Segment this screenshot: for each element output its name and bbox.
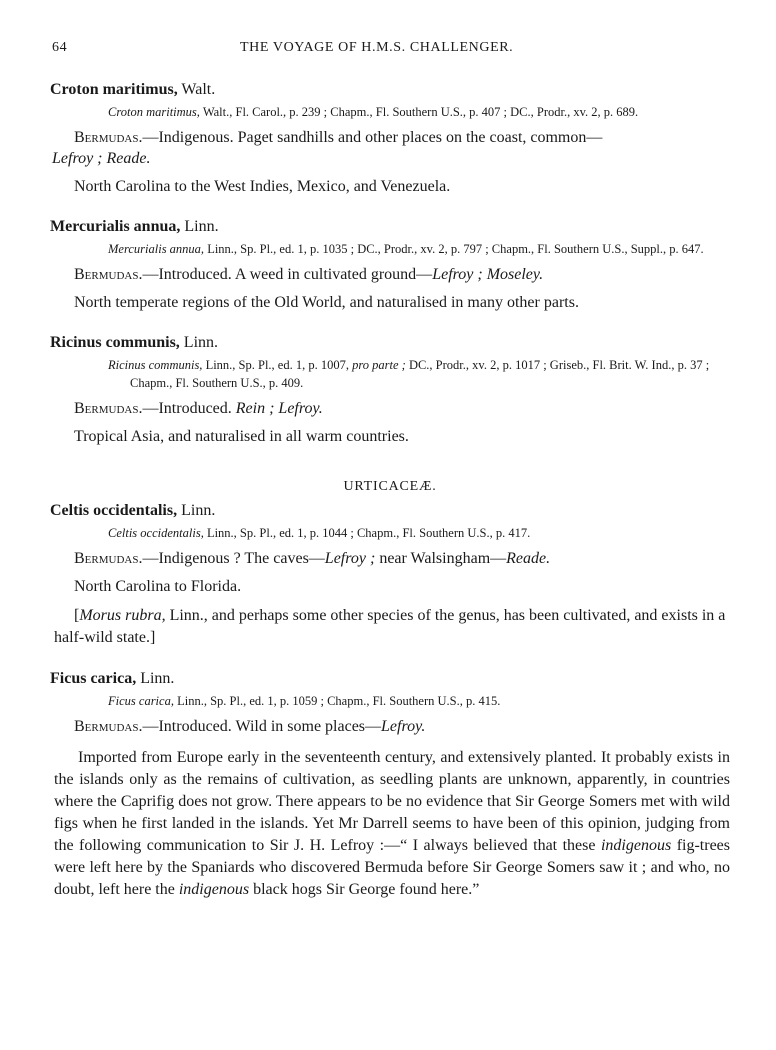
locality-line: Bermudas.—Indigenous. Paget sandhills and other places on the coast, common— Lefroy ; Reade. <box>52 129 603 167</box>
species-references: Ricinus communis, Linn., Sp. Pl., ed. 1, p. 1007, pro parte ; DC., Prodr., xv. 2, p. 1017 ; Griseb., Fl. Brit. W. Ind., p. 37 ; Chapm., Fl. Southern U.S., p. 409. <box>108 358 710 390</box>
ficus-paragraph: Imported from Europe early in the seventeenth century, and extensively planted. It probably exists in the islands only as the remains of cultivation, as seedling plants are unknown, apparently, in countries where the Caprifig does not grow. There appears to be no evidence that Sir George Somers met with wild figs when he first landed in the islands. Yet Mr Darrell seems to have been of this opinion, judging from the following communication to Sir J. H. Lefroy :—“ I always believed that these indigenous fig-trees were left here by the Spaniards who discovered Bermuda before Sir George Somers saw it ; and who, no doubt, left here the indigenous black hogs Sir George found here.” <box>54 749 730 898</box>
species-name: Croton maritimus, Walt. <box>50 81 216 98</box>
species-name: Ricinus communis, Linn. <box>50 334 219 351</box>
species-name: Celtis occidentalis, Linn. <box>50 502 216 519</box>
species-entry-ficus <box>50 669 730 901</box>
locality-line: Bermudas.—Introduced. Rein ; Lefroy. <box>74 400 323 417</box>
species-name: Mercurialis annua, Linn. <box>50 218 219 235</box>
distribution-line: North Carolina to Florida. <box>74 578 242 595</box>
species-references: Croton maritimus, Walt., Fl. Carol., p. 239 ; Chapm., Fl. Southern U.S., p. 407 ; DC., Prodr., xv. 2, p. 689. <box>108 105 639 119</box>
species-references: Celtis occidentalis, Linn., Sp. Pl., ed. 1, p. 1044 ; Chapm., Fl. Southern U.S., p. 417. <box>108 526 531 540</box>
cultivation-note: [Morus rubra, Linn., and perhaps some other species of the genus, has been cultivated, and exists in a half-wild state.] <box>54 607 726 646</box>
species-entry-celtis <box>50 501 730 649</box>
page-number: 64 <box>52 40 68 55</box>
distribution-line: Tropical Asia, and naturalised in all warm countries. <box>74 428 409 445</box>
locality-line: Bermudas.—Indigenous ? The caves—Lefroy ; near Walsingham—Reade. <box>74 550 551 567</box>
locality-line: Bermudas.—Introduced. Wild in some places—Lefroy. <box>74 718 426 735</box>
page-header <box>50 40 730 62</box>
species-entry-mercurialis <box>50 217 730 313</box>
species-references: Ficus carica, Linn., Sp. Pl., ed. 1, p. 1059 ; Chapm., Fl. Southern U.S., p. 415. <box>108 694 501 708</box>
locality-line: Bermudas.—Introduced. A weed in cultivated ground—Lefroy ; Moseley. <box>74 266 544 283</box>
running-title: THE VOYAGE OF H.M.S. CHALLENGER. <box>240 40 514 55</box>
distribution-line: North Carolina to the West Indies, Mexico, and Venezuela. <box>74 178 451 195</box>
species-entry-croton <box>50 80 730 197</box>
page <box>50 40 730 901</box>
family-heading: URTICACEÆ. <box>343 479 437 494</box>
species-entry-ricinus <box>50 333 730 447</box>
species-references: Mercurialis annua, Linn., Sp. Pl., ed. 1, p. 1035 ; DC., Prodr., xv. 2, p. 797 ; Chapm., Fl. Southern U.S., Suppl., p. 647. <box>108 242 704 256</box>
species-name: Ficus carica, Linn. <box>50 670 175 687</box>
distribution-line: North temperate regions of the Old World, and naturalised in many other parts. <box>74 294 579 311</box>
